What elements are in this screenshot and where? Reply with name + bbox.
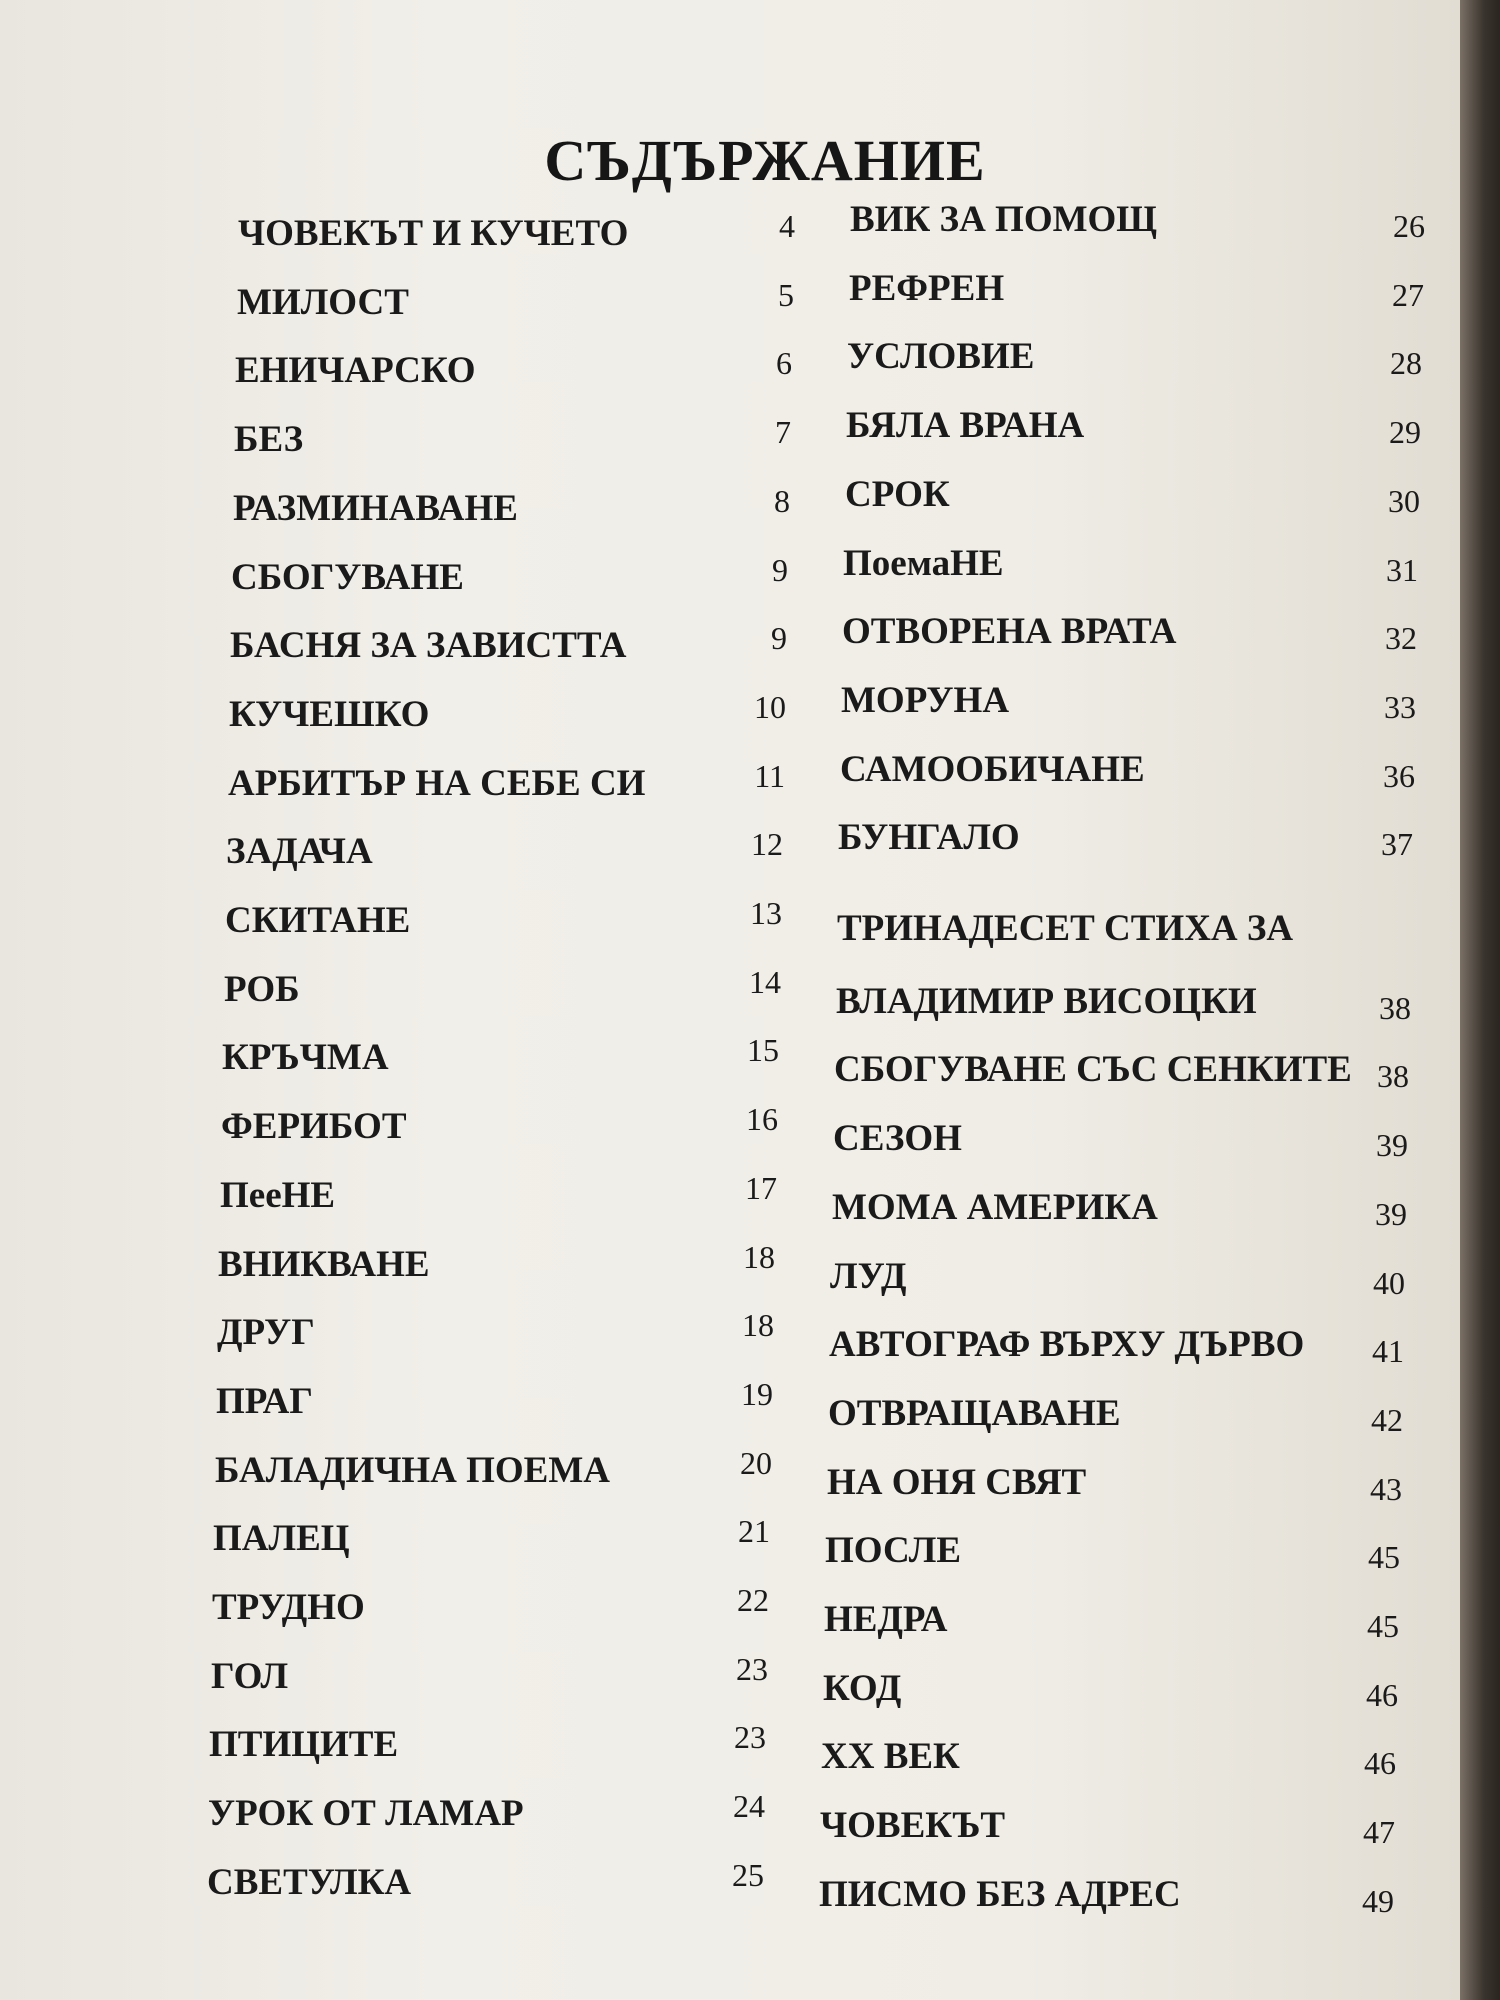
toc-entry-title: СРОК: [845, 473, 950, 515]
toc-entry-page: 10: [754, 688, 786, 725]
toc-entry-title: БУНГАЛО: [838, 817, 1020, 859]
toc-entry-title: СКИТАНЕ: [225, 900, 411, 941]
toc-entry-title: ПОСЛЕ: [825, 1530, 962, 1572]
toc-entry-title: АРБИТЪР НА СЕБЕ СИ: [228, 762, 646, 804]
toc-entry-title: ПИСМО БЕЗ АДРЕС: [819, 1873, 1181, 1915]
toc-entry-page: 12: [751, 826, 783, 863]
toc-entry-title: ДРУГ: [217, 1312, 315, 1354]
toc-entry-title: ПРАГ: [216, 1380, 313, 1422]
toc-entry-page: 9: [771, 620, 787, 657]
toc-entry-title: ВЛАДИМИР ВИСОЦКИ: [836, 980, 1257, 1022]
toc-entry-page: 43: [1370, 1470, 1402, 1507]
toc-entry-page: 42: [1371, 1401, 1403, 1438]
toc-entry-page: 24: [733, 1788, 765, 1825]
toc-entry-title: СЕЗОН: [833, 1118, 962, 1160]
toc-entry-page: 37: [1381, 826, 1413, 863]
toc-entry-title: ЛУД: [830, 1255, 907, 1297]
toc-entry-title: ВНИКВАНЕ: [218, 1243, 430, 1285]
toc-entry-page: 46: [1364, 1745, 1396, 1782]
toc-entry-title: МИЛОСТ: [237, 281, 409, 323]
toc-entry-title: БЯЛА ВРАНА: [846, 405, 1085, 447]
toc-entry-page: 49: [1362, 1882, 1394, 1919]
toc-entry-page: 39: [1375, 1195, 1407, 1232]
toc-entry-page: 23: [736, 1650, 768, 1687]
toc-entry-page: 38: [1377, 1058, 1409, 1095]
toc-entry-title: РОБ: [224, 968, 300, 1010]
toc-entry-page: 13: [750, 895, 782, 931]
toc-entry-page: 38: [1379, 989, 1411, 1026]
toc-entry-title: ТРУДНО: [212, 1587, 365, 1628]
toc-entry-title: УРОК ОТ ЛАМАР: [208, 1793, 524, 1835]
toc-entry-page: 6: [776, 345, 792, 382]
toc-entry-page: 27: [1392, 276, 1424, 313]
toc-entry-title: СВЕТУЛКА: [207, 1861, 412, 1903]
toc-entry-title: СБОГУВАНЕ: [231, 556, 464, 598]
toc-entry-title: СБОГУВАНЕ СЪС СЕНКИТЕ: [834, 1049, 1352, 1091]
toc-entry-page: 39: [1376, 1127, 1408, 1164]
toc-entry-title: НА ОНЯ СВЯТ: [827, 1461, 1087, 1503]
toc-entry-title: ФЕРИБОТ: [221, 1106, 407, 1148]
toc-entry-page: 20: [740, 1444, 772, 1481]
toc-entry-page: 25: [732, 1856, 764, 1893]
toc-entry-title: РЕФРЕН: [849, 267, 1005, 309]
toc-entry-title: КРЪЧМА: [222, 1037, 389, 1079]
toc-entry-title: КОД: [823, 1667, 902, 1709]
toc-entry-page: 41: [1372, 1333, 1404, 1370]
toc-entry-title: ПАЛЕЦ: [213, 1518, 350, 1560]
toc-entry-title: ЗАДАЧА: [226, 831, 373, 873]
toc-entry-title: МОРУНА: [841, 679, 1010, 721]
toc-entry-page: 32: [1385, 620, 1417, 657]
toc-entry-page: 30: [1388, 482, 1420, 519]
toc-entry-title: ОТВРАЩАВАНЕ: [828, 1392, 1121, 1434]
page-title: СЪДЪРЖАНИЕ: [544, 127, 986, 193]
toc-entry-page: 5: [778, 276, 794, 313]
toc-entry-page: 8: [774, 482, 790, 519]
toc-entry-title: ТРИНАДЕСЕТ СТИХА ЗА: [837, 908, 1294, 949]
toc-entry-page: 18: [742, 1307, 774, 1344]
toc-entry-page: 31: [1386, 551, 1418, 588]
toc-entry-page: 46: [1366, 1676, 1398, 1713]
toc-entry-page: 14: [749, 963, 781, 1000]
toc-entry-title: МОМА АМЕРИКА: [832, 1186, 1158, 1228]
toc-entry-page: 40: [1373, 1264, 1405, 1301]
toc-entry-title: ПоемаНЕ: [843, 542, 1004, 584]
toc-entry-page: 19: [741, 1375, 773, 1412]
toc-entry-title: ЧОВЕКЪТ И КУЧЕТО: [238, 213, 629, 254]
toc-entry-title: ЧОВЕКЪТ: [820, 1805, 1006, 1847]
toc-entry-page: 16: [746, 1101, 778, 1138]
toc-entry-title: БАЛАДИЧНА ПОЕМА: [215, 1449, 611, 1491]
toc-entry-page: 15: [747, 1032, 779, 1069]
toc-entry-page: 45: [1368, 1539, 1400, 1576]
toc-entry-title: НЕДРА: [824, 1599, 948, 1640]
toc-entry-page: 47: [1363, 1814, 1395, 1851]
toc-entry-page: 33: [1384, 688, 1416, 725]
toc-entry-page: 26: [1393, 208, 1425, 244]
toc-entry-page: 21: [738, 1513, 770, 1550]
toc-entry-title: САМООБИЧАНЕ: [840, 748, 1145, 790]
toc-entry-title: XX ВЕК: [821, 1736, 960, 1778]
toc-entry-page: 22: [737, 1582, 769, 1618]
toc-entry-page: 18: [743, 1238, 775, 1275]
toc-entry-title: РАЗМИНАВАНЕ: [233, 487, 518, 529]
toc-entry-title: БАСНЯ ЗА ЗАВИСТТА: [230, 625, 627, 667]
toc-entry-page: 7: [775, 414, 791, 451]
toc-entry-title: ГОЛ: [211, 1655, 289, 1697]
toc-entry-title: КУЧЕШКО: [229, 693, 430, 735]
toc-entry-page: 17: [745, 1169, 777, 1206]
toc-entry-page: 28: [1390, 345, 1422, 382]
toc-entry-title: ПееНЕ: [220, 1174, 336, 1216]
toc-entry-title: БЕЗ: [234, 419, 304, 461]
toc-entry-page: 4: [779, 208, 795, 244]
toc-entry-page: 23: [734, 1719, 766, 1756]
toc-entry-title: ПТИЦИТЕ: [209, 1724, 399, 1766]
toc-entry-page: 11: [754, 757, 785, 794]
toc-entry-title: ВИК ЗА ПОМОЩ: [850, 199, 1157, 240]
toc-entry-title: ЕНИЧАРСКО: [235, 350, 476, 392]
toc-entry-title: АВТОГРАФ ВЪРХУ ДЪРВО: [829, 1324, 1305, 1366]
toc-entry-page: 45: [1367, 1608, 1399, 1644]
toc-entry-page: 36: [1383, 757, 1415, 794]
page-edge: [1460, 0, 1500, 2000]
toc-entry-title: УСЛОВИЕ: [847, 336, 1035, 378]
toc-entry-title: ОТВОРЕНА ВРАТА: [842, 611, 1177, 653]
toc-entry-page: 9: [772, 551, 788, 588]
toc-entry-page: 29: [1389, 414, 1421, 451]
